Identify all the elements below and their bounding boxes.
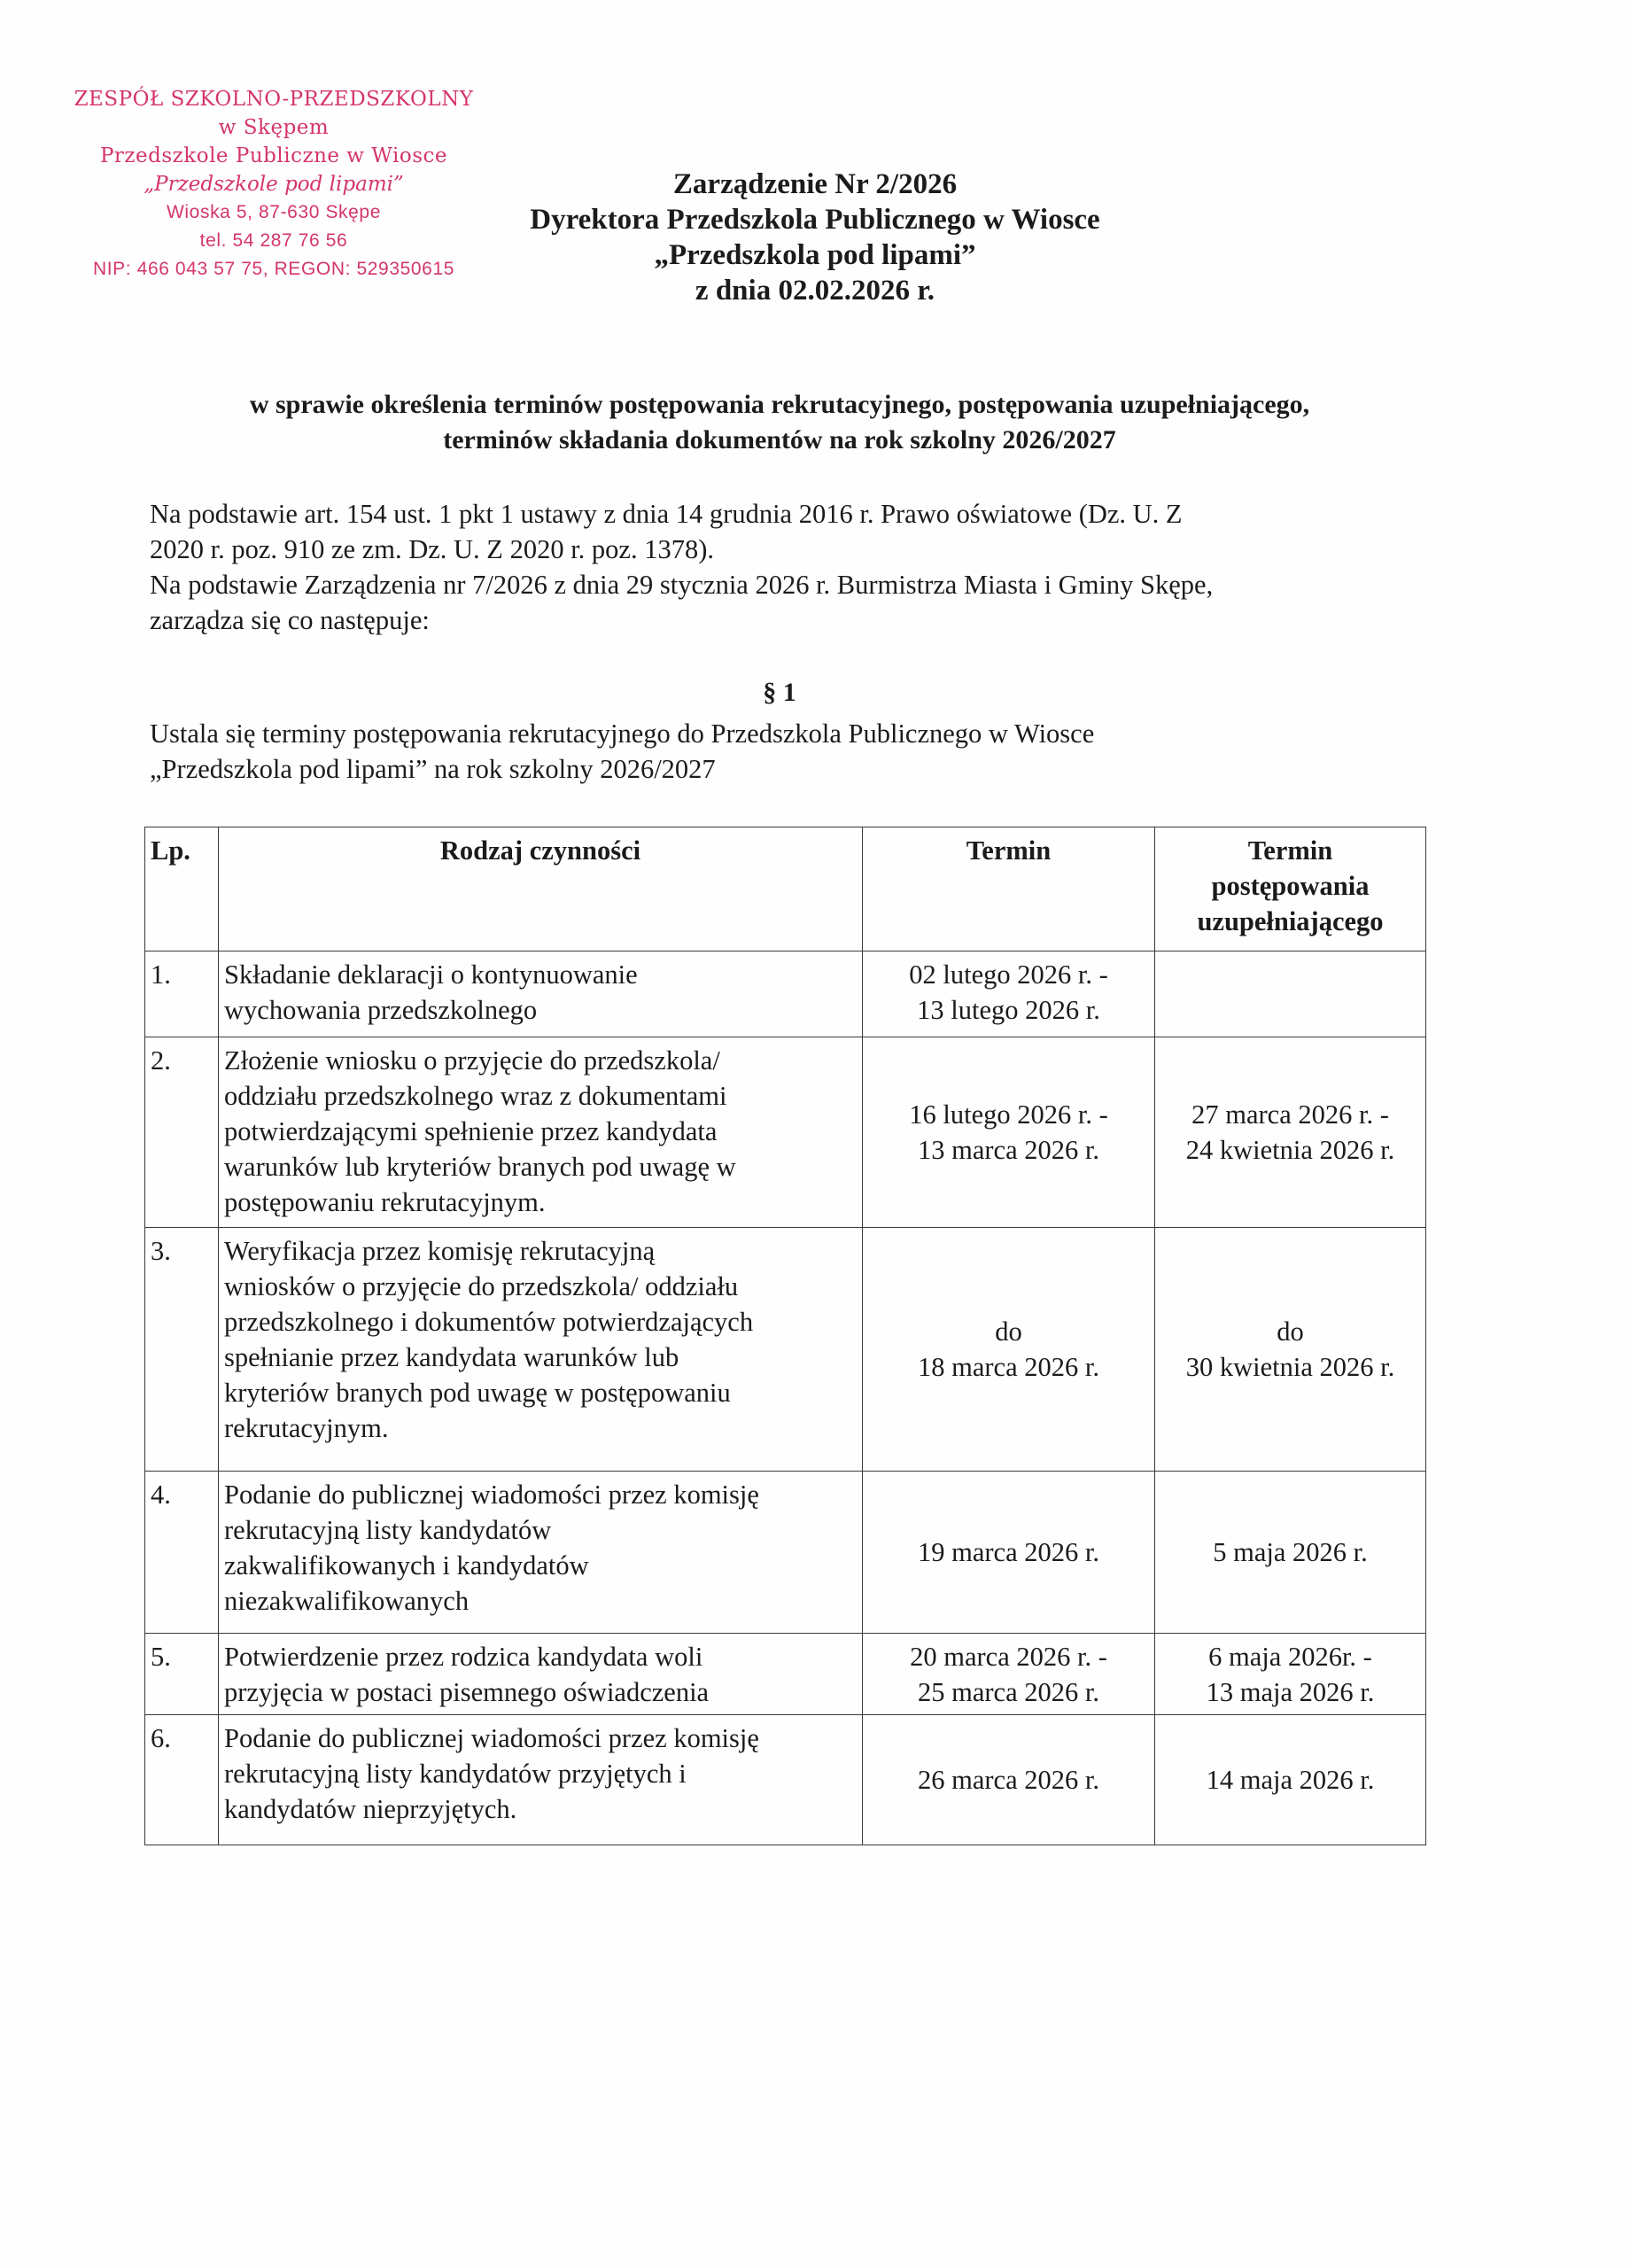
activity-line: kandydatów nieprzyjętych. bbox=[224, 1794, 517, 1824]
cell-term bbox=[863, 1634, 1155, 1715]
term-line: 13 lutego 2026 r. bbox=[917, 995, 1100, 1025]
title-school: „Przedszkola pod lipami” bbox=[654, 239, 976, 271]
cell-activity bbox=[219, 1472, 863, 1634]
cell-activity bbox=[219, 1228, 863, 1472]
term-line: 19 marca 2026 r. bbox=[918, 1537, 1099, 1567]
subject-line: w sprawie określenia terminów postępowania rekrutacyjnego, postępowania uzupełniającego, bbox=[249, 390, 1310, 419]
cell-term bbox=[863, 1037, 1155, 1228]
table-row bbox=[145, 1634, 1426, 1715]
cell-supplementary-term bbox=[1155, 1634, 1426, 1715]
stamp-line: ZESPÓŁ SZKOLNO-PRZEDSZKOLNY bbox=[74, 88, 474, 111]
cell-lp: 5. bbox=[145, 1634, 219, 1715]
term-line: 20 marca 2026 r. - bbox=[910, 1642, 1107, 1672]
activity-line: rekrutacyjną listy kandydatów bbox=[224, 1515, 552, 1545]
stamp-line: w Skępem bbox=[218, 116, 330, 139]
supp-line: do bbox=[1277, 1317, 1304, 1347]
table-row bbox=[145, 1472, 1426, 1634]
header-lp: Lp. bbox=[145, 827, 219, 951]
school-stamp bbox=[48, 85, 500, 284]
activity-line: niezakwalifikowanych bbox=[224, 1586, 470, 1616]
stamp-line: Wioska 5, 87-630 Skępe bbox=[167, 202, 381, 222]
activity-line: warunków lub kryteriów branych pod uwagę w bbox=[224, 1152, 736, 1182]
basis-line: Na podstawie Zarządzenia nr 7/2026 z dnia 29 stycznia 2026 r. Burmistrza Miasta i Gminy Skępe, bbox=[150, 570, 1214, 600]
term-line: 13 marca 2026 r. bbox=[918, 1135, 1099, 1165]
stamp-line: tel. 54 287 76 56 bbox=[199, 230, 348, 251]
activity-line: Podanie do publicznej wiadomości przez komisję bbox=[224, 1480, 759, 1510]
table-row bbox=[145, 1037, 1426, 1228]
cell-supplementary-term bbox=[1155, 951, 1426, 1037]
activity-line: Potwierdzenie przez rodzica kandydata woli bbox=[224, 1642, 703, 1672]
cell-term bbox=[863, 1472, 1155, 1634]
supp-line: 14 maja 2026 r. bbox=[1206, 1765, 1375, 1795]
activity-line: postępowaniu rekrutacyjnym. bbox=[224, 1187, 546, 1217]
cell-lp: 2. bbox=[145, 1037, 219, 1228]
header-supplementary-term bbox=[1155, 827, 1426, 951]
table-row bbox=[145, 1715, 1426, 1845]
activity-line: kryteriów branych pod uwagę w postępowaniu bbox=[224, 1378, 731, 1408]
cell-term bbox=[863, 951, 1155, 1037]
legal-basis bbox=[150, 496, 1425, 638]
supp-line: 24 kwietnia 2026 r. bbox=[1185, 1135, 1395, 1165]
header-activity: Rodzaj czynności bbox=[219, 827, 863, 951]
header-supp-line: uzupełniającego bbox=[1197, 906, 1384, 936]
title-date: z dnia 02.02.2026 r. bbox=[695, 275, 935, 307]
activity-line: spełnianie przez kandydata warunków lub bbox=[224, 1342, 679, 1372]
supp-line: 30 kwietnia 2026 r. bbox=[1185, 1352, 1395, 1382]
document-subject bbox=[133, 387, 1426, 458]
activity-line: przyjęcia w postaci pisemnego oświadczenia bbox=[224, 1677, 710, 1707]
basis-line: zarządza się co następuje: bbox=[150, 605, 430, 635]
cell-activity bbox=[219, 1634, 863, 1715]
term-line: 25 marca 2026 r. bbox=[918, 1677, 1099, 1707]
activity-line: rekrutacyjnym. bbox=[224, 1413, 389, 1443]
header-supp-line: Termin bbox=[1247, 835, 1333, 866]
activity-line: Weryfikacja przez komisję rekrutacyjną bbox=[224, 1236, 656, 1266]
activity-line: potwierdzającymi spełnienie przez kandydata bbox=[224, 1116, 718, 1146]
title-number: Zarządzenie Nr 2/2026 bbox=[672, 168, 958, 200]
table-row bbox=[145, 951, 1426, 1037]
cell-activity bbox=[219, 1715, 863, 1845]
supp-line: 13 maja 2026 r. bbox=[1206, 1677, 1375, 1707]
cell-supplementary-term bbox=[1155, 1715, 1426, 1845]
cell-term bbox=[863, 1715, 1155, 1845]
activity-line: zakwalifikowanych i kandydatów bbox=[224, 1550, 589, 1581]
basis-line: Na podstawie art. 154 ust. 1 pkt 1 ustawy z dnia 14 grudnia 2016 r. Prawo oświatowe (Dz. U. Z bbox=[150, 499, 1183, 529]
activity-line: Złożenie wniosku o przyjęcie do przedszkola/ bbox=[224, 1045, 720, 1076]
term-line: 26 marca 2026 r. bbox=[918, 1765, 1099, 1795]
activity-line: Składanie deklaracji o kontynuowanie bbox=[224, 959, 638, 990]
document-title bbox=[461, 167, 1169, 308]
cell-term bbox=[863, 1228, 1155, 1472]
table-row bbox=[145, 1228, 1426, 1472]
table-header-row bbox=[145, 827, 1426, 951]
cell-activity bbox=[219, 1037, 863, 1228]
activity-line: Podanie do publicznej wiadomości przez komisję bbox=[224, 1723, 759, 1753]
stamp-line: Przedszkole Publiczne w Wiosce bbox=[99, 144, 448, 167]
section-intro bbox=[150, 716, 1425, 787]
basis-line: 2020 r. poz. 910 ze zm. Dz. U. Z 2020 r. poz. 1378). bbox=[150, 534, 714, 564]
intro-line: „Przedszkola pod lipami” na rok szkolny 2026/2027 bbox=[150, 754, 716, 784]
stamp-line: NIP: 466 043 57 75, REGON: 529350615 bbox=[92, 259, 455, 279]
section-heading: § 1 bbox=[763, 678, 796, 707]
term-line: 18 marca 2026 r. bbox=[918, 1352, 1099, 1382]
cell-lp: 4. bbox=[145, 1472, 219, 1634]
subject-line: terminów składania dokumentów na rok szkolny 2026/2027 bbox=[443, 425, 1116, 454]
activity-line: przedszkolnego i dokumentów potwierdzających bbox=[224, 1307, 754, 1337]
stamp-line: „Przedszkole pod lipami” bbox=[144, 173, 404, 196]
cell-supplementary-term bbox=[1155, 1472, 1426, 1634]
title-issuer: Dyrektora Przedszkola Publicznego w Wiosce bbox=[530, 204, 1100, 236]
activity-line: wychowania przedszkolnego bbox=[224, 995, 538, 1025]
cell-supplementary-term bbox=[1155, 1228, 1426, 1472]
cell-lp: 1. bbox=[145, 951, 219, 1037]
intro-line: Ustala się terminy postępowania rekrutacyjnego do Przedszkola Publicznego w Wiosce bbox=[150, 718, 1095, 749]
supp-line: 6 maja 2026r. - bbox=[1208, 1642, 1372, 1672]
cell-lp: 6. bbox=[145, 1715, 219, 1845]
activity-line: wniosków o przyjęcie do przedszkola/ oddziału bbox=[224, 1271, 739, 1301]
supp-line: 27 marca 2026 r. - bbox=[1191, 1099, 1389, 1130]
activity-line: rekrutacyjną listy kandydatów przyjętych i bbox=[224, 1759, 687, 1789]
activity-line: oddziału przedszkolnego wraz z dokumentami bbox=[224, 1081, 727, 1111]
header-supp-line: postępowania bbox=[1211, 871, 1370, 901]
header-term: Termin bbox=[863, 827, 1155, 951]
term-line: 02 lutego 2026 r. - bbox=[909, 959, 1108, 990]
schedule-table bbox=[144, 827, 1426, 1845]
cell-lp: 3. bbox=[145, 1228, 219, 1472]
supp-line: 5 maja 2026 r. bbox=[1213, 1537, 1368, 1567]
cell-activity bbox=[219, 951, 863, 1037]
term-line: 16 lutego 2026 r. - bbox=[909, 1099, 1108, 1130]
term-line: do bbox=[995, 1317, 1022, 1347]
cell-supplementary-term bbox=[1155, 1037, 1426, 1228]
